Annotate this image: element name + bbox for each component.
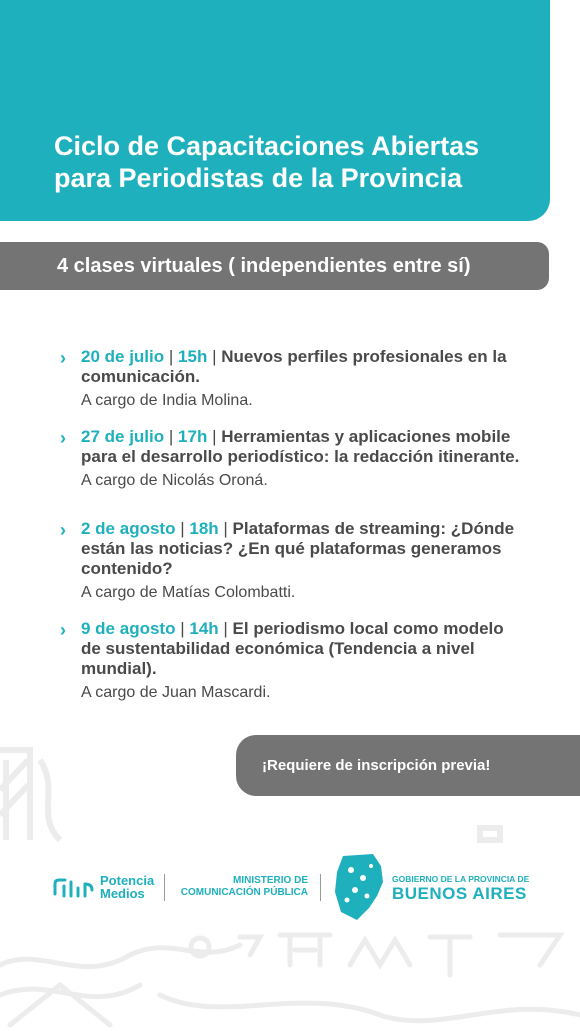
event-topic: El periodismo local como modelo de sustentabilidad económica (Tendencia a nivel mundial). (81, 619, 504, 678)
separator: | (180, 619, 185, 638)
event-hour: 17h (178, 427, 208, 446)
event-date: 2 de agosto (81, 519, 176, 538)
registration-notice (236, 735, 580, 796)
title-line-2: para Periodistas de la Provincia (54, 163, 463, 193)
event-hour: 15h (178, 347, 208, 366)
province-emblem-icon (333, 852, 385, 922)
separator: | (223, 619, 228, 638)
event-heading (81, 427, 520, 467)
chevron-right-icon: › (60, 428, 66, 448)
event-topic: Herramientas y aplicaciones mobile para el desarrollo periodístico: la redacción itinerante. (81, 427, 520, 466)
medios-label: Medios (100, 886, 145, 901)
hero-banner (0, 0, 550, 221)
event-topic: Plataformas de streaming: ¿Dónde están las noticias? ¿En qué plataformas generamos contenido? (81, 519, 515, 578)
event-presenter: A cargo de Nicolás Oroná. (81, 472, 268, 489)
ministerio-line-2: COMUNICACIÓN PÚBLICA (180, 887, 308, 898)
gobierno-logo-line-1: GOBIERNO DE LA PROVINCIA DE (392, 874, 530, 884)
ministerio-logo-text (172, 875, 308, 899)
event-hour: 18h (189, 519, 219, 538)
list-item (60, 347, 520, 411)
event-presenter: A cargo de Juan Mascardi. (81, 684, 271, 701)
list-item (60, 519, 520, 603)
page-title (54, 130, 534, 194)
logo-footer (0, 848, 580, 928)
chevron-right-icon: › (60, 348, 66, 368)
title-line-1: Ciclo de Capacitaciones Abiertas (54, 131, 480, 161)
event-presenter: A cargo de India Molina. (81, 392, 253, 409)
event-heading (81, 519, 520, 579)
divider (320, 874, 321, 901)
separator: | (212, 347, 217, 366)
list-item (60, 619, 520, 703)
separator: | (168, 347, 174, 366)
subtitle: 4 clases virtuales ( independientes entre sí) (57, 254, 471, 277)
ministerio-line-1: MINISTERIO DE (232, 875, 308, 886)
gobierno-logo-line-2: BUENOS AIRES (392, 884, 527, 903)
chevron-right-icon: › (60, 520, 66, 540)
divider (164, 874, 165, 901)
event-presenter: A cargo de Matías Colombatti. (81, 584, 296, 601)
separator: | (212, 427, 217, 446)
potencia-label: Potencia (100, 873, 155, 888)
event-date: 20 de julio (81, 347, 165, 366)
potencia-medios-logo-text (100, 874, 154, 900)
event-heading (81, 347, 520, 387)
event-heading (81, 619, 520, 679)
chevron-right-icon: › (60, 620, 66, 640)
event-hour: 14h (189, 619, 219, 638)
potencia-medios-logo-icon (52, 876, 96, 900)
subtitle-bar (0, 242, 549, 290)
registration-text: ¡Requiere de inscripción previa! (262, 757, 491, 774)
separator: | (223, 519, 228, 538)
event-topic: Nuevos perfiles profesionales en la comunicación. (81, 347, 507, 386)
list-item (60, 427, 520, 491)
separator: | (168, 427, 174, 446)
event-date: 27 de julio (81, 427, 165, 446)
event-date: 9 de agosto (81, 619, 176, 638)
decorative-bottom-pattern (0, 925, 580, 1031)
separator: | (180, 519, 185, 538)
